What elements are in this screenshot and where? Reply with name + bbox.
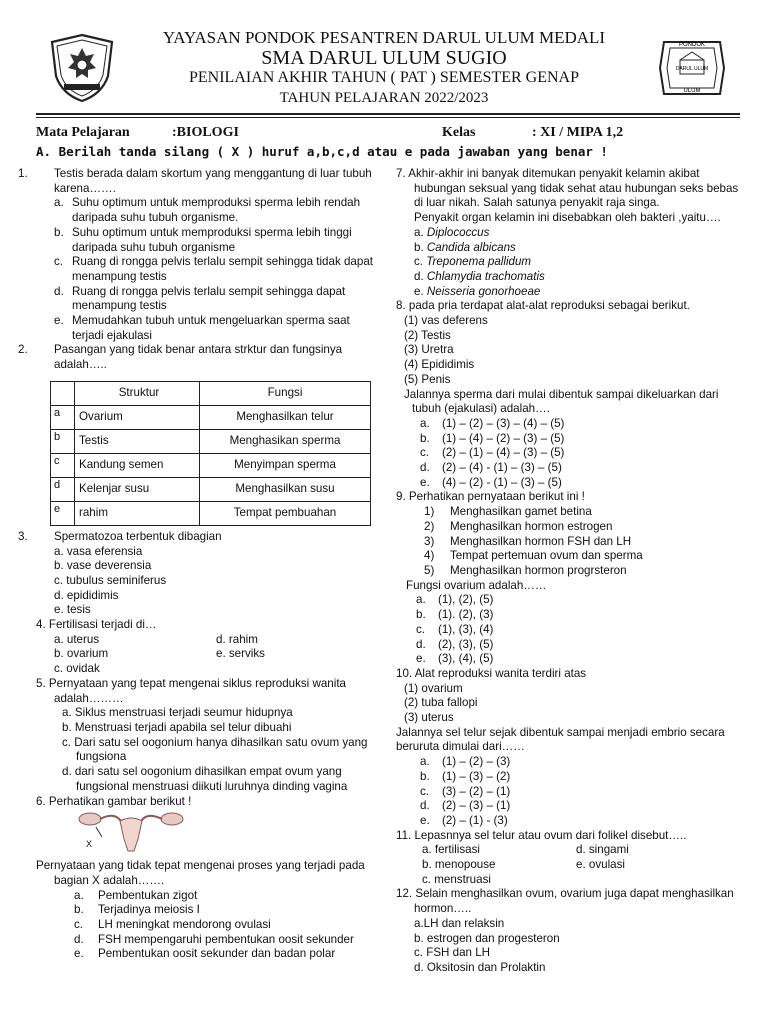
option-d: d. singami: [576, 843, 629, 857]
option-a: a. vasa eferensia: [54, 544, 143, 558]
question-text: 5. Pernyataan yang tepat mengenai siklus reproduksi wanita adalah………: [36, 676, 346, 705]
instruction-text: A. Berilah tanda silang ( X ) huruf a,b,c,d atau e pada jawaban yang benar !: [36, 144, 608, 159]
row-struktur: rahim: [75, 501, 200, 525]
list-item: Tempat pertemuan ovum dan sperma: [450, 549, 643, 563]
item-number: 1): [424, 505, 435, 519]
row-letter: e: [51, 501, 75, 525]
q-number: 2.: [18, 343, 28, 357]
row-struktur: Kelenjar susu: [75, 477, 200, 501]
option-letter: a.: [74, 888, 84, 902]
option-d: Ruang di rongga pelvis terlalu sempit sehingga dapat menampung testis: [72, 284, 346, 313]
option-c: c. tubulus seminiferus: [54, 573, 167, 587]
header-divider: [36, 113, 740, 115]
option-b: (1). (2), (3): [438, 608, 494, 622]
option-c: Treponema pallidum: [426, 255, 532, 269]
row-letter: a: [51, 405, 75, 429]
row-struktur: Kandung semen: [75, 453, 200, 477]
item-number: 5): [424, 563, 435, 577]
row-fungsi: Tempat pembuahan: [200, 501, 371, 525]
option-a: Suhu optimum untuk memproduksi sperma lebih rendah daripada suhu tubuh organisme.: [72, 196, 361, 225]
row-fungsi: Menghasilkan telur: [200, 405, 371, 429]
header-fungsi: Fungsi: [200, 381, 371, 405]
row-letter: b: [51, 429, 75, 453]
option-a: Diplococcus: [426, 225, 490, 239]
option-letter: a.: [420, 755, 430, 769]
question-text: Spermatozoa terbentuk dibagian: [54, 529, 222, 543]
option-b: Terjadinya meiosis I: [98, 903, 200, 917]
option-c: c. menstruasi: [422, 872, 491, 886]
option-d: d. dari satu sel oogonium dihasilkan empat ovum yang fungsional menstruasi diikuti luruhnya dinding vagina: [62, 765, 348, 793]
q-number: 1.: [18, 167, 28, 180]
uterus-diagram-icon: [76, 809, 186, 853]
list-item: (2) Testis: [404, 328, 451, 342]
row-letter: d: [51, 477, 75, 501]
row-letter: c: [51, 453, 75, 477]
uterus-illustration: [76, 809, 376, 853]
question-text: 4. Fertilisasi terjadi di…: [36, 618, 157, 632]
option-letter: c.: [54, 255, 64, 269]
option-a: a. fertilisasi: [422, 843, 480, 857]
option-letter: d.: [420, 461, 430, 475]
option-c: LH meningkat mendorong ovulasi: [98, 918, 271, 932]
question-text: 7. Akhir-akhir ini banyak ditemukan penyakit kelamin akibat hubungan seksual yang tidak sehat atau hubungan seks bebas di luar nikah. Salah satunya penyakit raja singa.: [396, 167, 739, 210]
option-e: (4) – (2) - (1) – (3) – (5): [442, 475, 562, 489]
option-b: (1) – (4) – (2) – (3) – (5): [442, 431, 565, 445]
list-item: (1) vas deferens: [404, 314, 488, 328]
question-text: Pasangan yang tidak benar antara strktur dan fungsinya adalah…..: [54, 343, 343, 372]
letterhead: [0, 28, 768, 108]
list-item: Menghasilkan hormon progrsteron: [450, 563, 627, 577]
question-text: 10. Alat reproduksi wanita terdiri atas: [396, 666, 587, 680]
list-item: (2) tuba fallopi: [404, 696, 478, 710]
item-number: 4): [424, 549, 435, 563]
list-item: (4) Epididimis: [404, 358, 475, 372]
option-a: a.LH dan relaksin: [414, 916, 505, 930]
row-fungsi: Menghasikan sperma: [200, 429, 371, 453]
table-row: [51, 501, 371, 525]
option-a: Pembentukan zigot: [98, 888, 198, 902]
seal-top-text: PONDOK: [678, 42, 706, 48]
option-letter: b.: [416, 608, 426, 622]
option-e: Memudahkan tubuh untuk mengeluarkan sperma saat terjadi ejakulasi: [72, 314, 350, 342]
question-11: [396, 829, 746, 888]
option-letter: c.: [74, 918, 84, 932]
question-10: [396, 667, 746, 829]
row-fungsi: Menyimpan sperma: [200, 453, 371, 477]
option-c: (3) – (2) – (1): [442, 784, 511, 798]
exam-title: PENILAIAN AKHIR TAHUN ( PAT ) SEMESTER GENAP: [189, 69, 579, 86]
structure-function-table: [50, 381, 371, 526]
question-3: [18, 529, 376, 618]
question-stem: Jalannya sperma dari mulai dibentuk sampai dikeluarkan dari tubuh (ejakulasi) adalah….: [404, 387, 719, 416]
option-e: e. tesis: [54, 603, 91, 617]
question-text: 9. Perhatikan pernyataan berikut ini !: [396, 490, 585, 504]
item-number: 3): [424, 534, 435, 548]
question-stem: Jalannya sel telur sejak dibentuk sampai menjadi embrio secara beruruta dimulai dari……: [396, 725, 725, 754]
q-number: 3.: [18, 529, 28, 543]
option-d: (2) – (3) – (1): [442, 799, 511, 813]
class-value: : XI / MIPA 1,2: [532, 125, 624, 140]
seal-center-text: DARUL ULUM: [675, 66, 709, 72]
option-d: Chlamydia trachomatis: [426, 269, 545, 283]
option-letter: d.: [54, 284, 64, 298]
option-e: (3), (4), (5): [438, 652, 494, 666]
left-column: [18, 167, 376, 962]
option-a: (1), (2), (5): [438, 593, 494, 607]
question-4: [36, 618, 376, 677]
option-b: b. ovarium: [54, 647, 109, 661]
option-letter: b.: [420, 769, 430, 783]
option-letter: b.: [420, 431, 430, 445]
option-c: (2) – (1) – (4) – (3) – (5): [442, 446, 565, 460]
row-struktur: Ovarium: [75, 405, 200, 429]
option-d: FSH mempengaruhi pembentukan oosit sekunder: [98, 932, 354, 946]
header-divider-thin: [36, 117, 740, 118]
question-12: [396, 887, 746, 975]
option-letter: e.: [74, 947, 84, 961]
option-b: b. Menstruasi terjadi apabila sel telur dibuahi: [62, 720, 292, 734]
option-d: (2), (3), (5): [438, 637, 494, 651]
option-letter: e.: [416, 652, 426, 666]
option-e: e. serviks: [216, 647, 265, 661]
option-a: a. Siklus menstruasi terjadi seumur hidupnya: [62, 706, 293, 720]
list-item: (1) ovarium: [404, 681, 463, 695]
option-c: c. FSH dan LH: [414, 946, 491, 960]
list-item: Menghasilkan hormon FSH dan LH: [450, 534, 632, 548]
question-stem: Penyakit organ kelamin ini disebabkan oleh bakteri ,yaitu….: [414, 211, 721, 225]
header-struktur: Struktur: [75, 381, 200, 405]
row-fungsi: Menghasilkan susu: [200, 477, 371, 501]
item-number: 2): [424, 519, 435, 533]
option-b: b. vase deverensia: [54, 559, 152, 573]
option-letter: c.: [416, 622, 426, 636]
label-x: X: [86, 839, 93, 850]
question-7: [396, 167, 746, 299]
option-letter: e.: [420, 813, 430, 827]
option-letter: c.: [420, 784, 430, 798]
table-header-row: [51, 381, 371, 405]
option-a: (1) – (2) – (3): [442, 755, 511, 769]
table-row: [51, 477, 371, 501]
question-text: 8. pada pria terdapat alat-alat reproduksi sebagai berikut.: [396, 299, 690, 313]
option-letter: e.: [54, 314, 64, 328]
question-stem: Pernyataan yang tidak tepat mengenai proses yang terjadi pada bagian X adalah…….: [36, 859, 365, 887]
question-stem: Fungsi ovarium adalah……: [406, 578, 547, 592]
table-row: [51, 453, 371, 477]
option-letter: d.: [420, 799, 430, 813]
option-letter: a.: [416, 593, 426, 607]
option-c: (1), (3), (4): [438, 622, 494, 636]
question-text: 11. Lepasnnya sel telur atau ovum dari folikel disebut…..: [396, 828, 687, 842]
question-5: [36, 677, 376, 795]
table-row: [51, 429, 371, 453]
option-letter: b.: [74, 903, 84, 917]
option-letter: b.: [414, 240, 424, 254]
question-text: 6. Perhatikan gambar berikut !: [36, 794, 192, 808]
option-b: Candida albicans: [426, 240, 516, 254]
option-letter: d.: [74, 932, 84, 946]
subject-label: Mata Pelajaran: [36, 125, 130, 140]
option-a: a. uterus: [54, 632, 100, 646]
option-e: Pembentukan oosit sekunder dan badan polar: [98, 947, 336, 961]
question-text: 12. Selain menghasilkan ovum, ovarium juga dapat menghasilkan hormon…..: [396, 887, 734, 916]
option-letter: a.: [54, 196, 64, 210]
option-b: Suhu optimum untuk memproduksi sperma lebih tinggi daripada suhu tubuh organisme: [72, 225, 352, 254]
academic-year: TAHUN PELAJARAN 2022/2023: [279, 90, 489, 106]
list-item: Menghasilkan hormon estrogen: [450, 519, 613, 533]
option-c: c. ovidak: [54, 662, 100, 676]
option-c: c. Dari satu sel oogonium hanya dihasilkan satu ovum yang fungsiona: [62, 735, 368, 764]
option-e: (2) – (1) - (3): [442, 813, 508, 827]
option-letter: e.: [420, 475, 430, 489]
option-d: d. rahim: [216, 632, 258, 646]
foundation-name: YAYASAN PONDOK PESANTREN DARUL ULUM MEDALI: [162, 28, 606, 47]
option-letter: a.: [414, 225, 424, 239]
option-d: (2) – (4) - (1) – (3) – (5): [442, 461, 562, 475]
option-letter: c.: [420, 446, 430, 460]
subject-value: :BIOLOGI: [172, 125, 239, 140]
option-letter: b.: [54, 225, 64, 239]
option-e: Neisseria gonorhoeae: [426, 284, 541, 298]
option-d: d. epididimis: [54, 588, 119, 602]
question-text: Testis berada dalam skortum yang menggantung di luar tubuh karena…….: [54, 167, 372, 195]
option-c: Ruang di rongga pelvis terlalu sempit sehingga tidak dapat menampung testis: [72, 255, 373, 283]
question-9: [396, 490, 746, 666]
school-name: SMA DARUL ULUM SUGIO: [261, 47, 507, 69]
list-item: Menghasilkan gamet betina: [450, 505, 592, 519]
table-row: [51, 405, 371, 429]
option-letter: e.: [414, 284, 424, 298]
option-b: b. menopouse: [422, 858, 496, 872]
right-column: [396, 167, 746, 976]
option-e: e. ovulasi: [576, 858, 625, 872]
question-1: [18, 167, 376, 343]
option-b: b. estrogen dan progesteron: [414, 931, 560, 945]
option-letter: a.: [420, 416, 430, 430]
option-letter: d.: [416, 637, 426, 651]
option-a: (1) – (2) – (3) – (4) – (5): [442, 416, 565, 430]
option-d: d. Oksitosin dan Prolaktin: [414, 960, 546, 974]
option-letter: d.: [414, 269, 424, 283]
question-8: [396, 299, 746, 490]
row-struktur: Testis: [75, 429, 200, 453]
list-item: (5) Penis: [404, 372, 451, 386]
option-letter: c.: [414, 255, 424, 269]
question-6: [36, 795, 376, 963]
list-item: (3) uterus: [404, 711, 454, 725]
question-2: [18, 343, 376, 525]
option-b: (1) – (3) – (2): [442, 769, 511, 783]
seal-bottom-text: ULUM: [683, 88, 701, 94]
list-item: (3) Uretra: [404, 343, 454, 357]
class-label: Kelas: [442, 125, 476, 140]
